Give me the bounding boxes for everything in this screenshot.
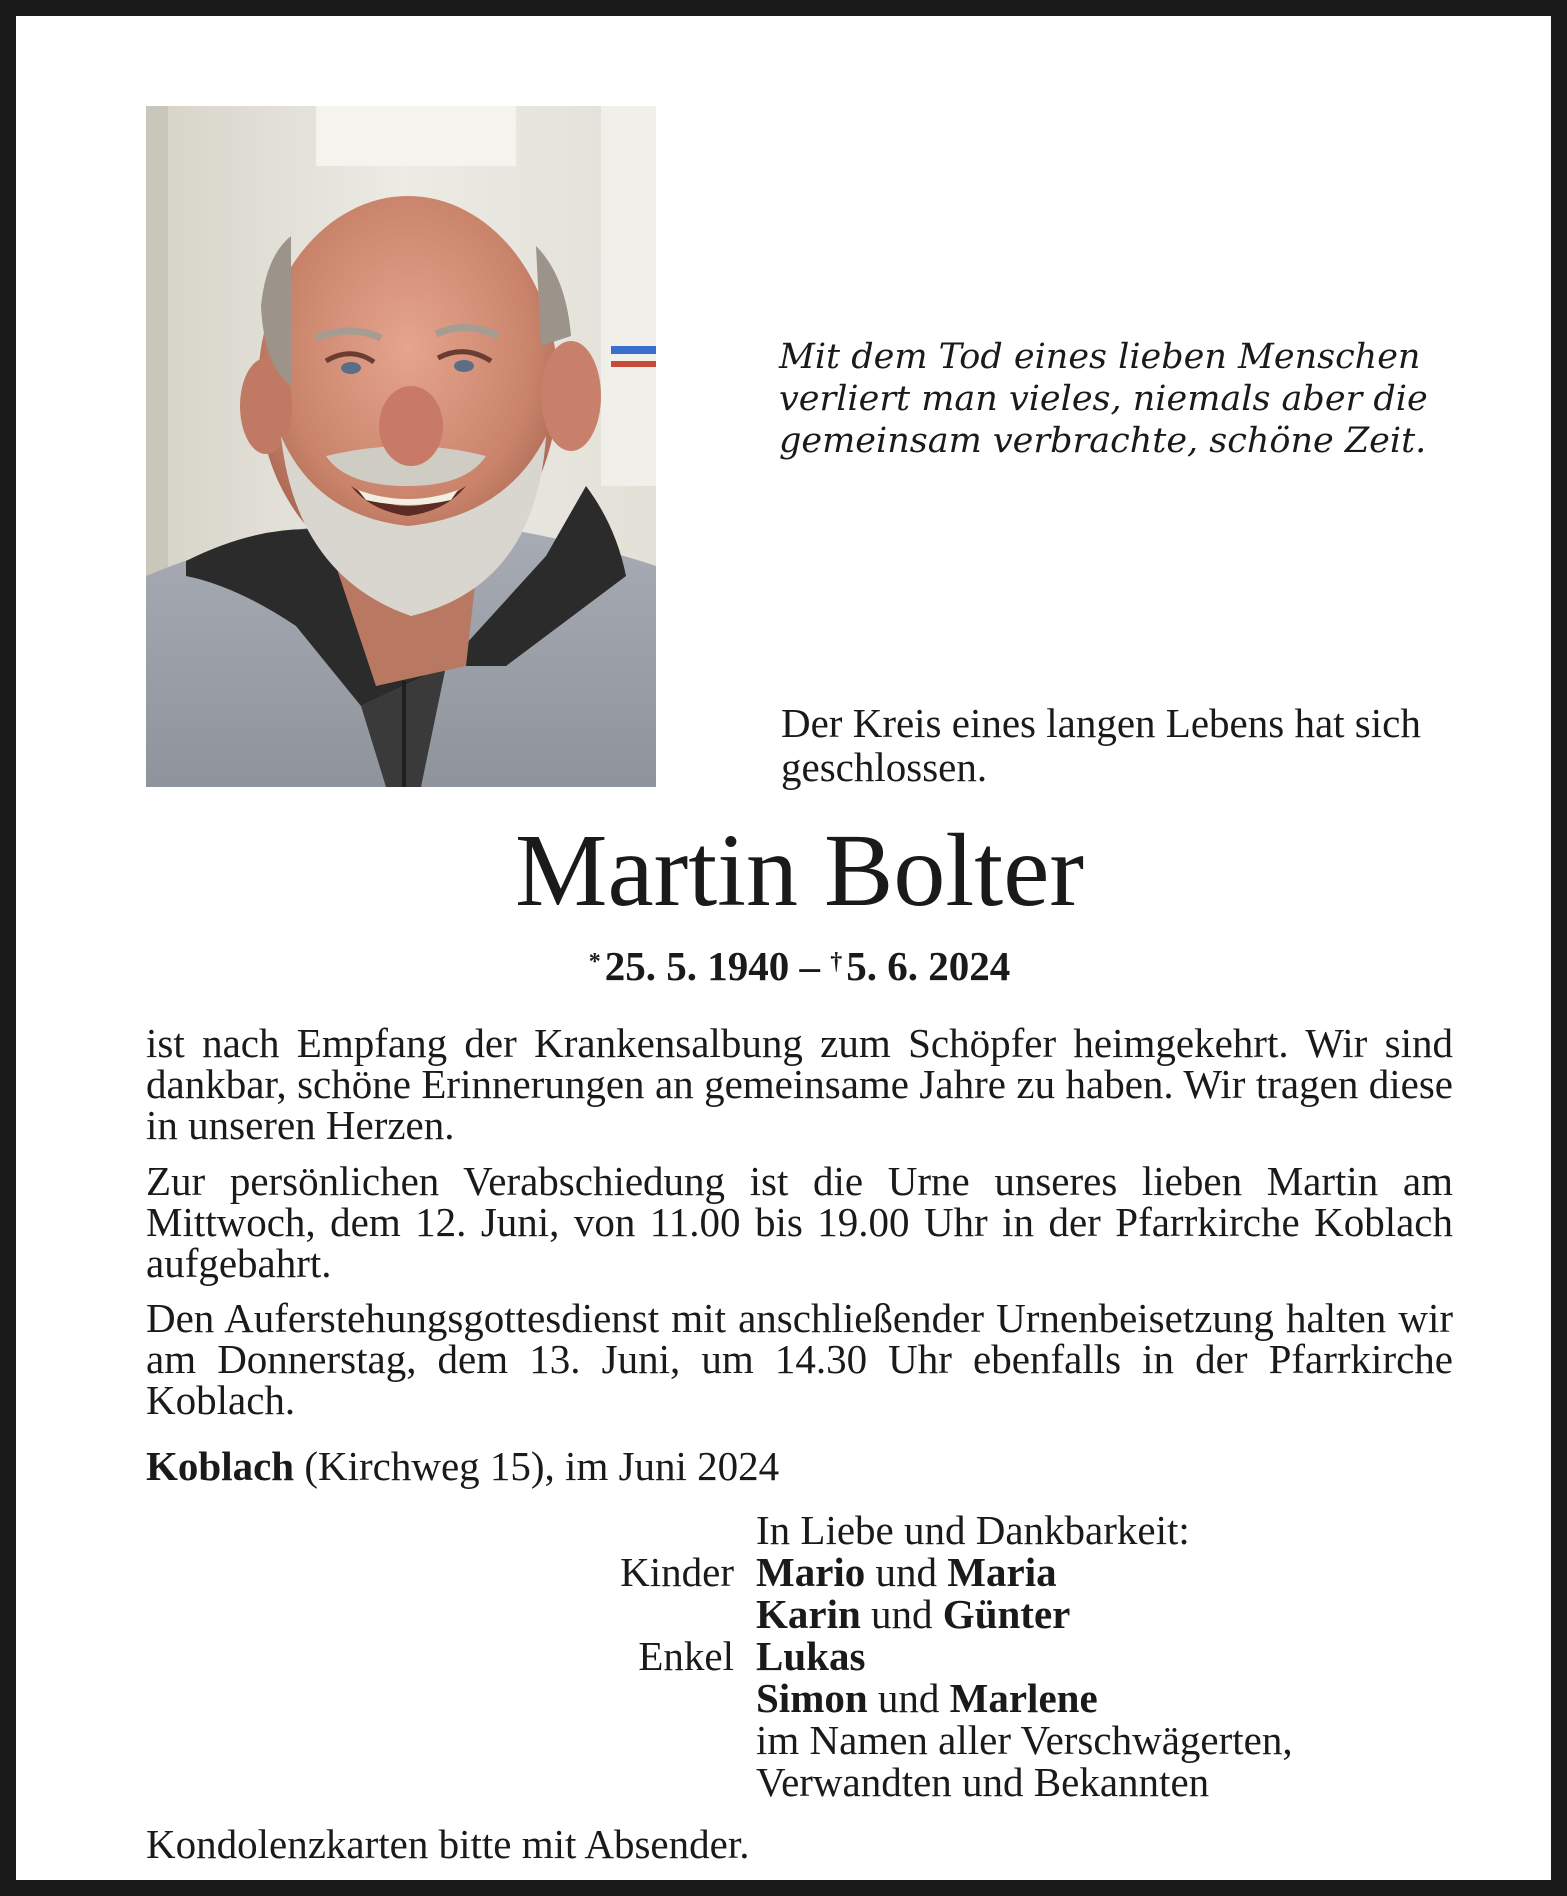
quote-line: verliert man vieles, niemals aber die (779, 379, 1428, 419)
child-partner-name: Günter (942, 1591, 1071, 1637)
intro-text (781, 701, 1501, 789)
birth-symbol: * (588, 949, 601, 975)
grandchildren-line (756, 1635, 865, 1677)
child-partner-name: Maria (947, 1549, 1057, 1595)
portrait-photo (146, 106, 656, 787)
life-dates (16, 943, 1567, 989)
quote-line: Mit dem Tod eines lieben Menschen (779, 337, 1421, 377)
memorial-quote (779, 336, 1499, 462)
und-connector: und (867, 1675, 950, 1721)
place-and-date (146, 1444, 1046, 1488)
signature-closing: im Namen aller Verschwägerten, (756, 1717, 1293, 1763)
deceased-name: Martin Bolter (514, 813, 1084, 928)
children-line (756, 1593, 1070, 1635)
grandchild-name: Lukas (756, 1633, 866, 1679)
condolence-note: Kondolenzkarten bitte mit Absender. (146, 1821, 750, 1867)
signature-closing: Verwandten und Bekannten (756, 1759, 1210, 1805)
intro-line: Der Kreis eines langen Lebens hat sich (781, 700, 1421, 746)
und-connector: und (865, 1549, 948, 1595)
paragraph-announcement: ist nach Empfang der Krankensalbung zum Schöpfer heimgekehrt. Wir sind dankbar, schöne Erinnerungen an gemeinsame Jahre zu haben. Wir tragen diese in unseren Herzen. (146, 1020, 1453, 1148)
place-rest: (Kirchweg 15), im Juni 2024 (294, 1443, 780, 1489)
paragraph-viewing: Zur persönlichen Verabschiedung ist die Urne unseres lieben Martin am Mittwoch, dem 12. Juni, von 11.00 bis 19.00 Uhr in der Pfarrkirche Koblach aufgebahrt. (146, 1158, 1453, 1286)
grandchild-partner-name: Marlene (949, 1675, 1098, 1721)
child-name: Karin (756, 1591, 861, 1637)
birth-date: 25. 5. 1940 (604, 943, 790, 989)
grandchildren-label: Enkel (638, 1633, 734, 1679)
grandchildren-line (756, 1677, 1098, 1719)
quote-line: gemeinsam verbrachte, schöne Zeit. (779, 421, 1427, 461)
grandchild-name: Simon (756, 1675, 868, 1721)
intro-line: geschlossen. (781, 744, 988, 790)
children-line (756, 1551, 1057, 1593)
und-connector: und (860, 1591, 943, 1637)
children-label: Kinder (620, 1549, 734, 1595)
signature-heading: In Liebe und Dankbarkeit: (756, 1507, 1190, 1553)
place-town: Koblach (146, 1443, 295, 1489)
death-symbol: † (830, 949, 843, 975)
signature-block (596, 1509, 1496, 1803)
death-date: 5. 6. 2024 (846, 943, 1011, 989)
paragraph-service: Den Auferstehungsgottesdienst mit anschließender Urnenbeisetzung halten wir am Donnerstag, dem 13. Juni, um 14.30 Uhr ebenfalls in der Pfarrkirche Koblach. (146, 1295, 1453, 1423)
portrait-illustration (146, 106, 656, 787)
child-name: Mario (756, 1549, 866, 1595)
date-separator: – (799, 943, 820, 989)
